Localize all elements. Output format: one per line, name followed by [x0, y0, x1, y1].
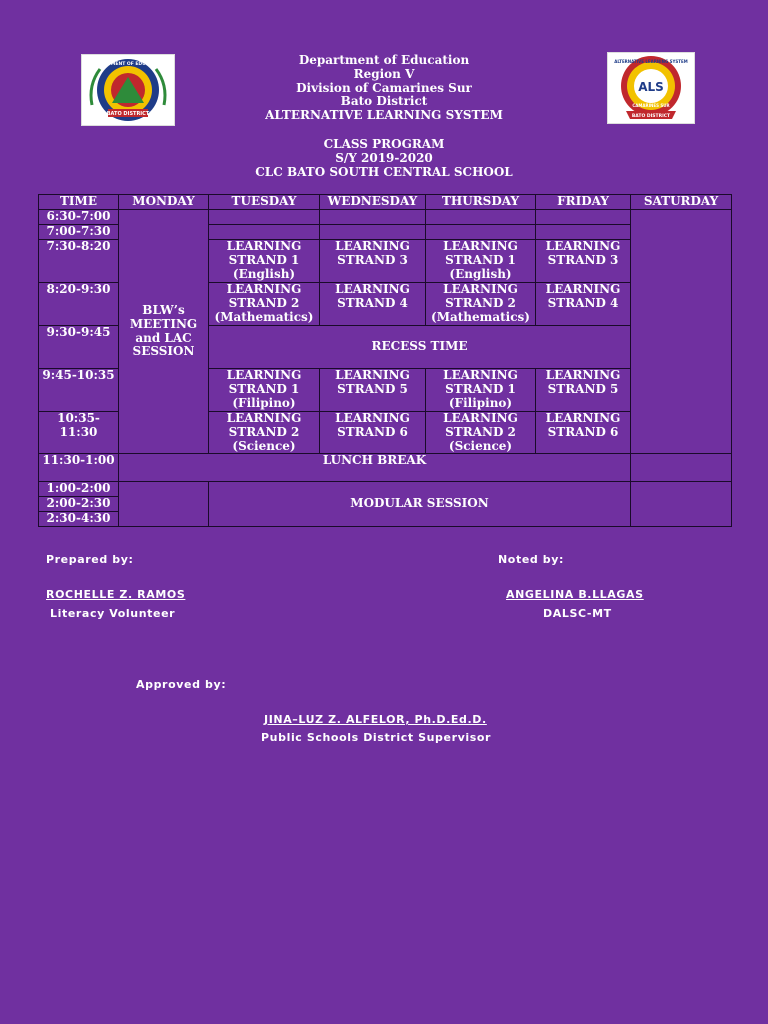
class-cell: LEARNING STRAND 2 (Mathematics)	[426, 283, 536, 326]
time-cell: 8:20-9:30	[39, 283, 119, 326]
noted-by-label: Noted by:	[498, 553, 565, 566]
col-header-thursday: THURSDAY	[426, 195, 536, 210]
class-cell: LEARNING STRAND 6	[320, 412, 426, 454]
class-cell: LEARNING STRAND 2 (Science)	[426, 412, 536, 454]
class-cell: LEARNING STRAND 1 (English)	[426, 240, 536, 283]
class-cell: LEARNING STRAND 5	[320, 369, 426, 412]
table-row	[39, 210, 732, 225]
class-cell: LEARNING STRAND 2 (Mathematics)	[209, 283, 320, 326]
svg-text:BATO DISTRICT: BATO DISTRICT	[106, 111, 150, 117]
prepared-by-name: ROCHELLE Z. RAMOS	[46, 588, 186, 601]
class-cell: LEARNING STRAND 5	[536, 369, 631, 412]
prepared-by-title: Literacy Volunteer	[50, 607, 176, 620]
lunch-cell: LUNCH BREAK	[119, 454, 631, 482]
empty-cell	[320, 225, 426, 240]
col-header-monday: MONDAY	[119, 195, 209, 210]
class-cell: LEARNING STRAND 1 (Filipino)	[426, 369, 536, 412]
time-cell: 1:00-2:00	[39, 482, 119, 497]
col-header-time: TIME	[39, 195, 119, 210]
col-header-saturday: SATURDAY	[631, 195, 732, 210]
time-cell: 6:30-7:00	[39, 210, 119, 225]
empty-cell	[320, 210, 426, 225]
svg-text:DEPARTMENT OF EDUCATION: DEPARTMENT OF EDUCATION	[91, 62, 165, 67]
time-cell: 9:45-10:35	[39, 369, 119, 412]
monday-meeting-cell: BLW’s MEETING and LAC SESSION	[119, 210, 209, 454]
empty-cell	[209, 210, 320, 225]
header-program	[0, 138, 768, 179]
time-cell: 2:30-4:30	[39, 511, 119, 526]
school-year: S/Y 2019-2020	[335, 150, 433, 165]
header-line: Region V	[353, 66, 415, 81]
school-name: CLC BATO SOUTH CENTRAL SCHOOL	[255, 164, 513, 179]
class-cell: LEARNING STRAND 6	[536, 412, 631, 454]
approved-by-name: JINA–LUZ Z. ALFELOR, Ph.D.Ed.D.	[264, 713, 487, 726]
empty-cell	[631, 454, 732, 482]
time-cell: 11:30-1:00	[39, 454, 119, 482]
class-cell: LEARNING STRAND 3	[320, 240, 426, 283]
noted-by-title: DALSC-MT	[543, 607, 612, 620]
header-line: Division of Camarines Sur	[296, 80, 472, 95]
class-cell: LEARNING STRAND 2 (Science)	[209, 412, 320, 454]
approved-by-title: Public Schools District Supervisor	[261, 731, 492, 744]
empty-cell	[631, 482, 732, 526]
header-line: Department of Education	[298, 53, 470, 67]
empty-cell	[536, 225, 631, 240]
col-header-tuesday: TUESDAY	[209, 195, 320, 210]
col-header-wednesday: WEDNESDAY	[320, 195, 426, 210]
noted-by-name: ANGELINA B.LLAGAS	[506, 588, 644, 601]
header-organization	[0, 54, 768, 123]
empty-cell	[426, 210, 536, 225]
class-program-table	[38, 194, 732, 527]
time-cell: 2:00-2:30	[39, 497, 119, 512]
empty-cell	[119, 482, 209, 526]
empty-cell	[536, 210, 631, 225]
saturday-empty-cell	[631, 210, 732, 454]
svg-text:ALS: ALS	[638, 80, 664, 94]
time-cell: 9:30-9:45	[39, 326, 119, 369]
prepared-by-label: Prepared by:	[46, 553, 134, 566]
svg-text:CAMARINES SUR: CAMARINES SUR	[632, 103, 670, 108]
class-cell: LEARNING STRAND 4	[320, 283, 426, 326]
col-header-friday: FRIDAY	[536, 195, 631, 210]
svg-text:BATO DISTRICT: BATO DISTRICT	[631, 114, 671, 119]
header-line: Bato District	[340, 94, 428, 109]
header-line: ALTERNATIVE LEARNING SYSTEM	[265, 108, 503, 123]
approved-by-label: Approved by:	[136, 678, 227, 691]
class-cell: LEARNING STRAND 1 (Filipino)	[209, 369, 320, 412]
empty-cell	[426, 225, 536, 240]
time-cell: 7:30-8:20	[39, 240, 119, 283]
table-row	[39, 482, 732, 497]
class-cell: LEARNING STRAND 3	[536, 240, 631, 283]
table-row	[39, 454, 732, 482]
class-cell: LEARNING STRAND 1 (English)	[209, 240, 320, 283]
table-header-row	[39, 195, 732, 210]
empty-cell	[209, 225, 320, 240]
time-cell: 7:00-7:30	[39, 225, 119, 240]
svg-text:ALTERNATIVE LEARNING SYSTEM: ALTERNATIVE LEARNING SYSTEM	[614, 59, 688, 64]
time-cell: 10:35-11:30	[39, 412, 119, 454]
modular-cell: MODULAR SESSION	[209, 482, 631, 526]
recess-cell: RECESS TIME	[209, 326, 631, 369]
class-cell: LEARNING STRAND 4	[536, 283, 631, 326]
program-title: CLASS PROGRAM	[323, 137, 445, 151]
